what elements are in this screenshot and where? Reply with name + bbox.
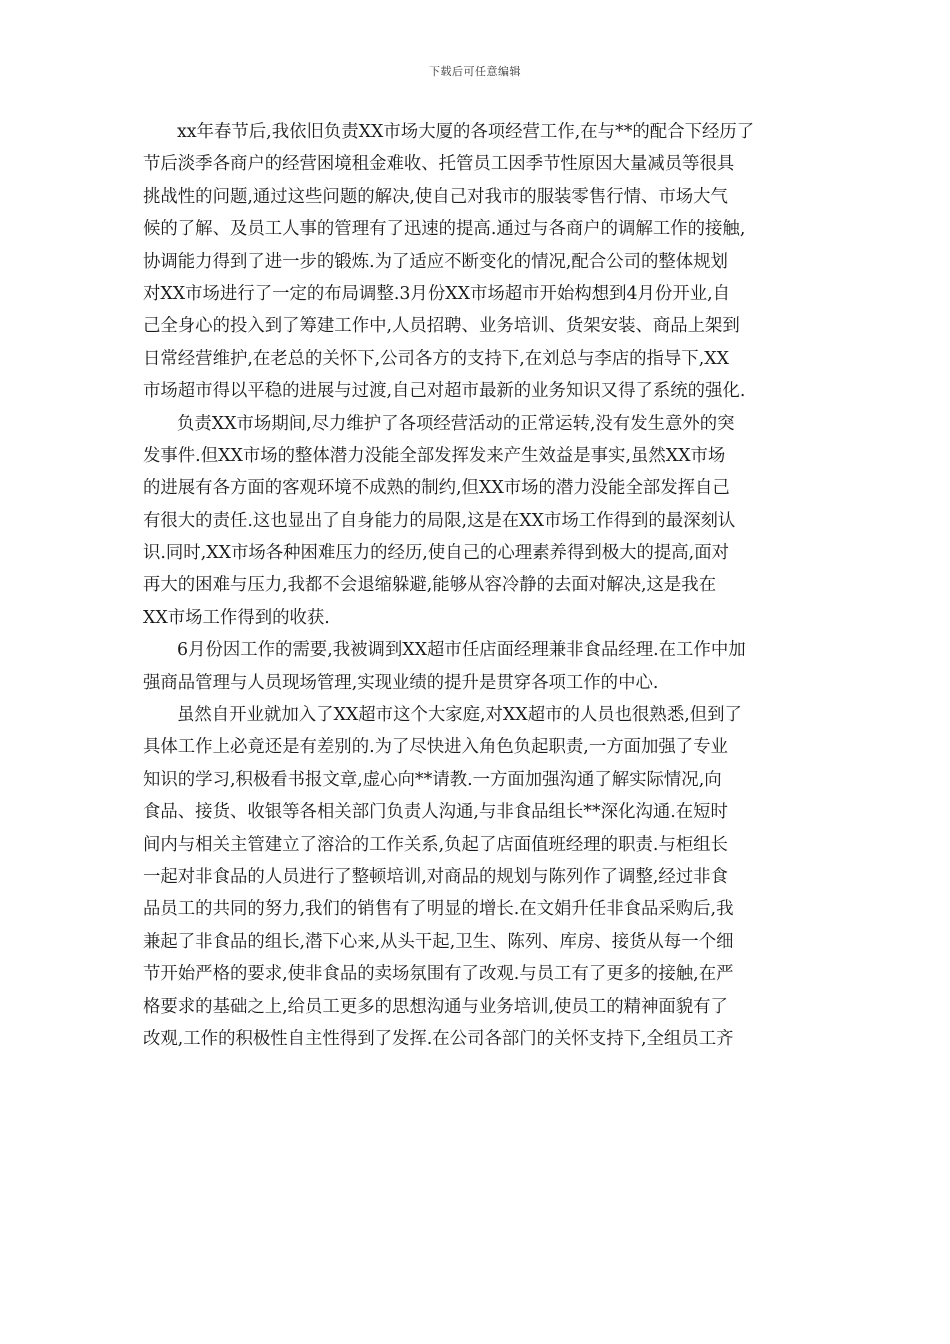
text-line: 市场超市得以平稳的进展与过渡,自己对超市最新的业务知识又得了系统的强化. — [143, 381, 746, 402]
text-line: 格要求的基础之上,给员工更多的思想沟通与业务培训,使员工的精神面貌有了 — [143, 996, 728, 1017]
text-line: 节开始严格的要求,使非食品的卖场氛围有了改观.与员工有了更多的接触,在严 — [143, 964, 734, 985]
text-line: 改观,工作的积极性自主性得到了发挥.在公司各部门的关怀支持下,全组员工齐 — [143, 1028, 734, 1049]
text-line: 有很大的责任.这也显出了自身能力的局限,这是在XX市场工作得到的最深刻认 — [143, 510, 736, 531]
text-line: 间内与相关主管建立了溶洽的工作关系,负起了店面值班经理的职责.与柜组长 — [143, 834, 728, 855]
page-header: 下载后可任意编辑 — [429, 65, 521, 78]
text-line: 品员工的共同的努力,我们的销售有了明显的增长.在文娟升任非食品采购后,我 — [143, 899, 734, 920]
paragraph-2 — [143, 408, 807, 635]
text-line: xx年春节后,我依旧负责XX市场大厦的各项经营工作,在与**的配合下经历了 — [177, 122, 755, 142]
text-line: 虽然自开业就加入了XX超市这个大家庭,对XX超市的人员也很熟悉,但到了 — [177, 705, 742, 726]
document-body — [143, 116, 807, 1055]
paragraph-3 — [143, 634, 807, 699]
text-line: 兼起了非食品的组长,潜下心来,从头干起,卫生、陈列、库房、接货从每一个细 — [143, 931, 734, 952]
text-line: 对XX市场进行了一定的布局调整.3月份XX市场超市开始构想到4月份开业,自 — [143, 283, 731, 304]
text-line: 候的了解、及员工人事的管理有了迅速的提高.通过与各商户的调解工作的接触, — [143, 219, 746, 240]
text-line: 日常经营维护,在老总的关怀下,公司各方的支持下,在刘总与李店的指导下,XX — [143, 348, 729, 369]
paragraph-1 — [143, 116, 807, 408]
text-line: 6月份因工作的需要,我被调到XX超市任店面经理兼非食品经理.在工作中加 — [177, 640, 746, 661]
text-line: 食品、接货、收银等各相关部门负责人沟通,与非食品组长**深化沟通.在短时 — [143, 802, 728, 823]
text-line: 节后淡季各商户的经营困境租金难收、托管员工因季节性原因大量减员等很具 — [143, 154, 735, 175]
text-line: 挑战性的问题,通过这些问题的解决,使自己对我市的服装零售行情、市场大气 — [143, 186, 728, 207]
text-line: XX市场工作得到的收获. — [143, 607, 330, 628]
text-line: 发事件.但XX市场的整体潜力没能全部发挥发来产生效益是事实,虽然XX市场 — [143, 445, 726, 466]
paragraph-4 — [143, 699, 807, 1055]
text-line: 负责XX市场期间,尽力维护了各项经营活动的正常运转,没有发生意外的突 — [177, 413, 735, 434]
text-line: 一起对非食品的人员进行了整顿培训,对商品的规划与陈列作了调整,经过非食 — [143, 866, 728, 887]
text-line: 再大的困难与压力,我都不会退缩躲避,能够从容冷静的去面对解决,这是我在 — [143, 575, 717, 596]
text-line: 识.同时,XX市场各种困难压力的经历,使自己的心理素养得到极大的提高,面对 — [143, 543, 729, 564]
text-line: 知识的学习,积极看书报文章,虚心向**请教.一方面加强沟通了解实际情况,向 — [143, 769, 722, 790]
text-line: 协调能力得到了进一步的锻炼.为了适应不断变化的情况,配合公司的整体规划 — [143, 251, 728, 272]
text-line: 强商品管理与人员现场管理,实现业绩的提升是贯穿各项工作的中心. — [143, 672, 659, 693]
text-line: 的进展有各方面的客观环境不成熟的制约,但XX市场的潜力没能全部发挥自己 — [143, 478, 730, 499]
text-line: 具体工作上必竟还是有差别的.为了尽快进入角色负起职责,一方面加强了专业 — [143, 737, 728, 758]
text-line: 己全身心的投入到了筹建工作中,人员招聘、业务培训、货架安装、商品上架到 — [143, 316, 740, 337]
